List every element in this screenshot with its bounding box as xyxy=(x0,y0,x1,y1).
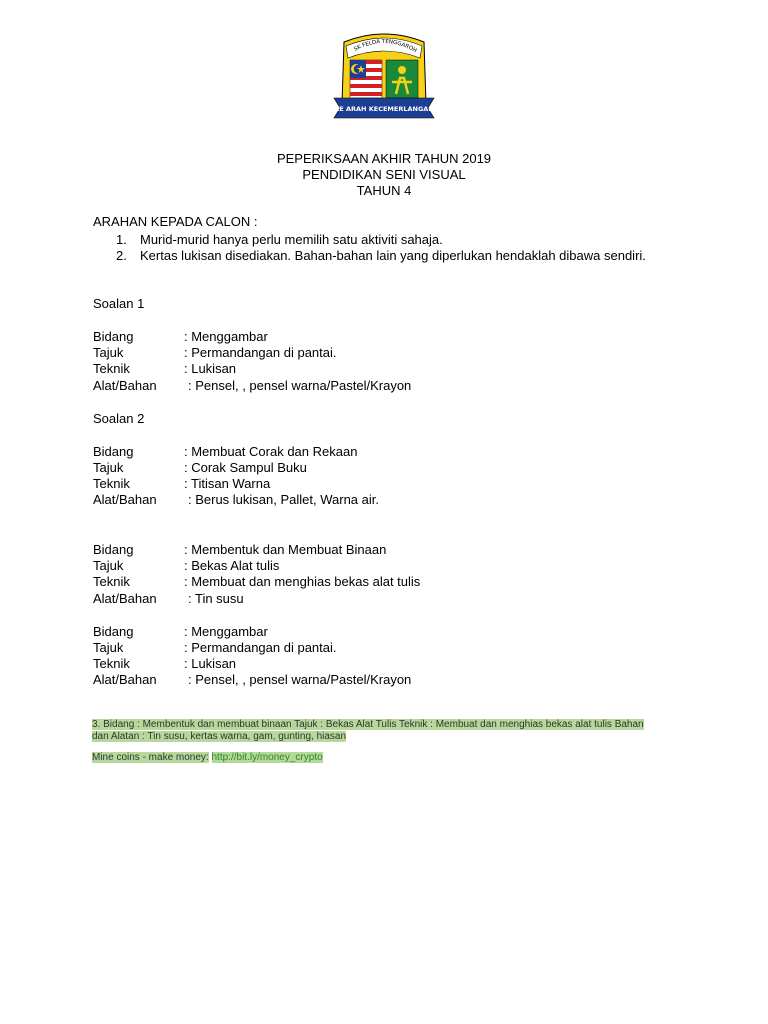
value-teknik: : Lukisan xyxy=(184,361,237,376)
label-bidang: Bidang xyxy=(93,542,134,557)
subject-title: PENDIDIKAN SENI VISUAL xyxy=(302,167,466,182)
instruction-number: 1. xyxy=(116,232,127,247)
value-tajuk: : Bekas Alat tulis xyxy=(184,558,280,573)
instruction-number: 2. xyxy=(116,248,127,263)
label-bidang: Bidang xyxy=(93,444,134,459)
value-alat: : Berus lukisan, Pallet, Warna air. xyxy=(188,492,379,507)
exam-title: PEPERIKSAAN AKHIR TAHUN 2019 xyxy=(276,151,492,166)
promo-text: Mine coins - make money: xyxy=(92,752,209,763)
value-teknik: : Lukisan xyxy=(184,656,237,671)
value-teknik: : Membuat dan menghias bekas alat tulis xyxy=(184,574,421,589)
label-alat: Alat/Bahan xyxy=(93,672,157,687)
summary-text: 3. Bidang : Membentuk dan membuat binaan Tajuk : Bekas Alat Tulis Teknik : Membuat dan menghias bekas alat tulis Bahan dan Alatan : Tin susu, kertas warna, gam, gunting, hiasan xyxy=(92,719,644,742)
label-teknik: Teknik xyxy=(93,574,130,589)
value-alat: : Tin susu xyxy=(188,591,244,606)
value-bidang: : Menggambar xyxy=(184,329,268,344)
school-crest-logo xyxy=(330,28,438,128)
label-tajuk: Tajuk xyxy=(93,460,124,475)
crest-banner-text: KE ARAH KECEMERLANGAN xyxy=(334,105,434,113)
label-bidang: Bidang xyxy=(93,624,134,639)
question-title: Soalan 2 xyxy=(93,411,145,426)
label-bidang: Bidang xyxy=(93,329,134,344)
instructions-title: ARAHAN KEPADA CALON : xyxy=(93,214,258,229)
label-alat: Alat/Bahan xyxy=(93,591,157,606)
crest-arc-text: SK FELDA TENGGAROH xyxy=(353,38,418,55)
promo-note xyxy=(92,752,652,764)
label-alat: Alat/Bahan xyxy=(93,492,157,507)
value-bidang: : Membentuk dan Membuat Binaan xyxy=(184,542,387,557)
instruction-item: Murid-murid hanya perlu memilih satu aktiviti sahaja. xyxy=(140,232,443,247)
label-teknik: Teknik xyxy=(93,656,130,671)
value-tajuk: : Corak Sampul Buku xyxy=(184,460,307,475)
value-alat: : Pensel, , pensel warna/Pastel/Krayon xyxy=(188,378,412,393)
question-title: Soalan 1 xyxy=(93,296,145,311)
value-alat: : Pensel, , pensel warna/Pastel/Krayon xyxy=(188,672,412,687)
label-teknik: Teknik xyxy=(93,476,130,491)
value-tajuk: : Permandangan di pantai. xyxy=(184,345,337,360)
instruction-item: Kertas lukisan disediakan. Bahan-bahan lain yang diperlukan hendaklah dibawa sendiri. xyxy=(140,248,646,263)
value-bidang: : Menggambar xyxy=(184,624,268,639)
value-tajuk: : Permandangan di pantai. xyxy=(184,640,337,655)
label-tajuk: Tajuk xyxy=(93,558,124,573)
value-teknik: : Titisan Warna xyxy=(184,476,271,491)
label-alat: Alat/Bahan xyxy=(93,378,157,393)
year-title: TAHUN 4 xyxy=(356,183,412,198)
label-tajuk: Tajuk xyxy=(93,345,124,360)
summary-note xyxy=(92,719,652,743)
promo-link[interactable]: http://bit.ly/money_crypto xyxy=(211,752,323,763)
label-tajuk: Tajuk xyxy=(93,640,124,655)
value-bidang: : Membuat Corak dan Rekaan xyxy=(184,444,358,459)
label-teknik: Teknik xyxy=(93,361,130,376)
